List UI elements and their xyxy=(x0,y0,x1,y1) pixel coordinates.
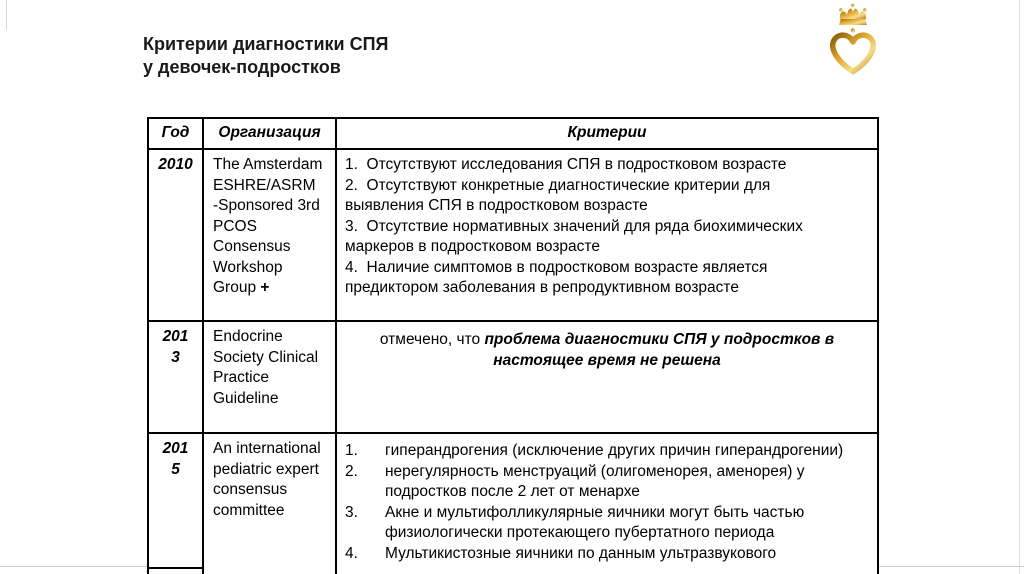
criteria-item: 2. Отсутствуют конкретные диагностические критерии для выявления СПЯ в подростковом возрасте xyxy=(345,176,775,214)
organization-cell-2015: An international pediatric expert consensus committee xyxy=(203,433,336,574)
crown-icon xyxy=(839,4,867,25)
list-number: 1. xyxy=(345,442,358,459)
year-column-bottom-border xyxy=(147,567,204,569)
criteria-cell-2013 xyxy=(336,321,878,433)
table-row-2010 xyxy=(148,149,878,321)
list-number: 2. xyxy=(345,462,358,480)
heart-icon xyxy=(833,35,873,71)
column-header-organization: Организация xyxy=(203,118,336,149)
year-cell-2013: 2013 xyxy=(148,321,203,433)
list-number: 4. xyxy=(345,544,358,562)
criteria-list-item xyxy=(345,503,857,544)
organization-cell-2010: The Amsterdam ESHRE/ASRM -Sponsored 3rd PCOS Consensus Workshop Group + xyxy=(203,149,336,321)
page-title xyxy=(143,33,388,79)
list-text: Мультикистозные яичники по данным ультразвукового xyxy=(385,544,777,562)
list-text: Акне и мультифолликулярные яичники могут быть частью физиологически протекающего пубертатного периода xyxy=(385,503,805,541)
page-title-line-1: Критерии диагностики СПЯ xyxy=(143,34,389,54)
organization-plus-suffix: + xyxy=(260,279,270,296)
criteria-list-item xyxy=(345,441,857,462)
criteria-item: 4. Наличие симптомов в подростковом возрасте является предиктором заболевания в репродуктивном возрасте xyxy=(345,258,772,296)
slide-edge-left xyxy=(6,0,7,30)
year-cell-2010: 2010 xyxy=(148,149,203,321)
table-header-row xyxy=(148,118,878,149)
list-text: гиперандрогения (исключение других причин гиперандрогении) xyxy=(385,442,844,459)
criteria-list-item xyxy=(345,544,857,565)
criteria-cell-2010 xyxy=(336,149,878,321)
criteria-list-item xyxy=(345,462,857,503)
table-row-2015 xyxy=(148,433,878,574)
orb-icon xyxy=(851,28,855,32)
organization-cell-2013: Endocrine Society Clinical Practice Guideline xyxy=(203,321,336,433)
column-header-year: Год xyxy=(148,118,203,149)
criteria-table xyxy=(147,117,879,574)
crown-heart-logo-icon xyxy=(818,2,888,80)
column-header-criteria: Критерии xyxy=(336,118,878,149)
criteria-item: 1. Отсутствуют исследования СПЯ в подростковом возрасте xyxy=(345,156,787,173)
criteria-emphasis: проблема диагностики СПЯ у подростков в настоящее время не решена xyxy=(484,331,835,369)
criteria-cell-2015 xyxy=(336,433,878,574)
list-number: 3. xyxy=(345,503,358,521)
slide-edge-right xyxy=(1019,0,1020,574)
table-row-2013 xyxy=(148,321,878,433)
year-cell-2015: 2015 xyxy=(148,433,203,574)
criteria-prefix: отмечено, что xyxy=(379,331,485,348)
criteria-item: 3. Отсутствие нормативных значений для ряда биохимических маркеров в подростковом возрасте xyxy=(345,217,808,255)
list-text: нерегулярность менструаций (олигоменорея, аменорея) у подростков после 2 лет от менархе xyxy=(385,462,805,500)
page-title-line-2: у девочек-подростков xyxy=(143,57,341,77)
